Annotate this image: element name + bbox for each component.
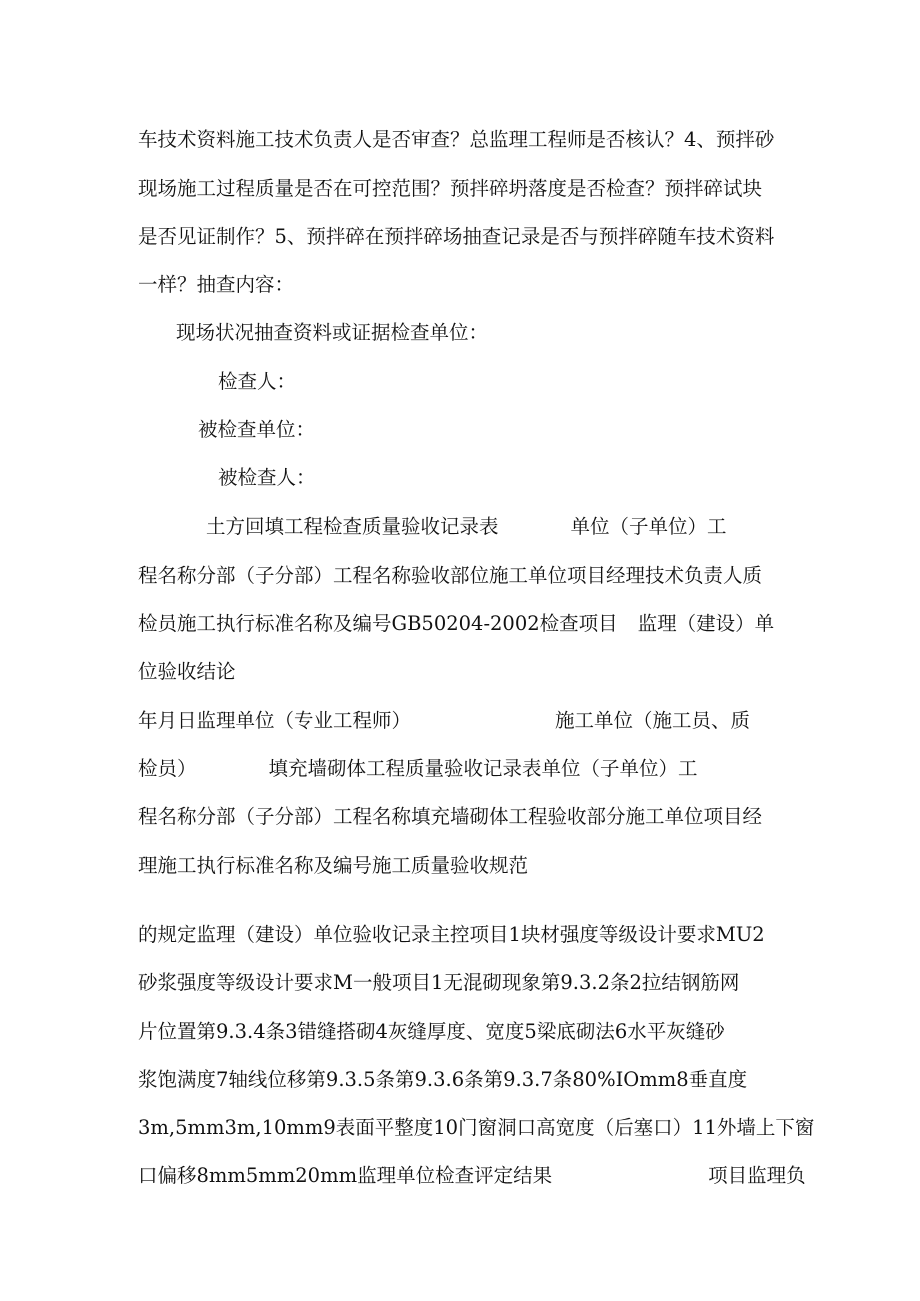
text-line: 程名称分部（子分部）工程名称填充墙砌体工程验收部分施工单位项目经: [138, 805, 763, 828]
form-title: 土方回填工程检查质量验收记录表: [206, 515, 499, 538]
text-line: 被检查单位：: [198, 418, 316, 441]
text-line: 理施工执行标准名称及编号施工质量验收规范: [138, 854, 529, 877]
text-line: 车技术资料施工技术负责人是否审查？总监理工程师是否核认？4、预拌砂: [138, 128, 775, 151]
text-line: [138, 754, 698, 784]
text-segment: 检员）: [138, 757, 197, 780]
text-line: 现场状况抽查资料或证据检查单位：: [176, 321, 489, 344]
text-line: 砂浆强度等级设计要求M一般项目1无混砌现象第9.3.2条2拉结钢筋网: [138, 971, 740, 994]
text-segment: 项目监理负: [708, 1164, 806, 1187]
text-line: 一样？抽查内容：: [138, 273, 295, 296]
text-line: 浆饱满度7轴线位移第9.3.5条第9.3.6条第9.3.7条80%IOmm8垂直度: [138, 1068, 748, 1091]
text-line: [138, 1161, 806, 1191]
text-segment: 监理（建设）单: [637, 612, 775, 635]
text-line: 是否见证制作？5、预拌碎在预拌碎场抽查记录是否与预拌碎随车技术资料: [138, 225, 775, 248]
text-line: [138, 706, 750, 736]
text-line: 3m,5mm3m,10mm9表面平整度10门窗洞口高宽度（后塞口）11外墙上下窗: [138, 1116, 815, 1139]
text-line: 检查人：: [218, 370, 297, 393]
text-line: 位验收结论: [138, 660, 236, 683]
text-line: [138, 609, 774, 639]
text-segment: 口偏移8mm5mm20mm监理单位检查评定结果: [138, 1164, 553, 1187]
text-line: 片位置第9.3.4条3错缝搭砌4灰缝厚度、宽度5梁底砌法6水平灰缝砂: [138, 1020, 725, 1043]
text-line: [206, 512, 727, 542]
text-segment: 施工单位（施工员、质: [555, 709, 751, 732]
form-title: 填充墙砌体工程质量验收记录表单位（子单位）工: [268, 757, 698, 780]
text-segment: 检员施工执行标准名称及编号GB50204-2002检查项目: [138, 612, 618, 635]
text-segment: 单位（子单位）工: [570, 515, 727, 538]
text-line: 现场施工过程质量是否在可控范围？预拌碎坍落度是否检查？预拌碎试块: [138, 177, 763, 200]
text-line: 被检查人：: [218, 466, 316, 489]
text-segment: 年月日监理单位（专业工程师）: [138, 709, 412, 732]
text-line: 的规定监理（建设）单位验收记录主控项目1块材强度等级设计要求MU2: [138, 923, 765, 946]
text-line: 程名称分部（子分部）工程名称验收部位施工单位项目经理技术负责人质: [138, 564, 763, 587]
